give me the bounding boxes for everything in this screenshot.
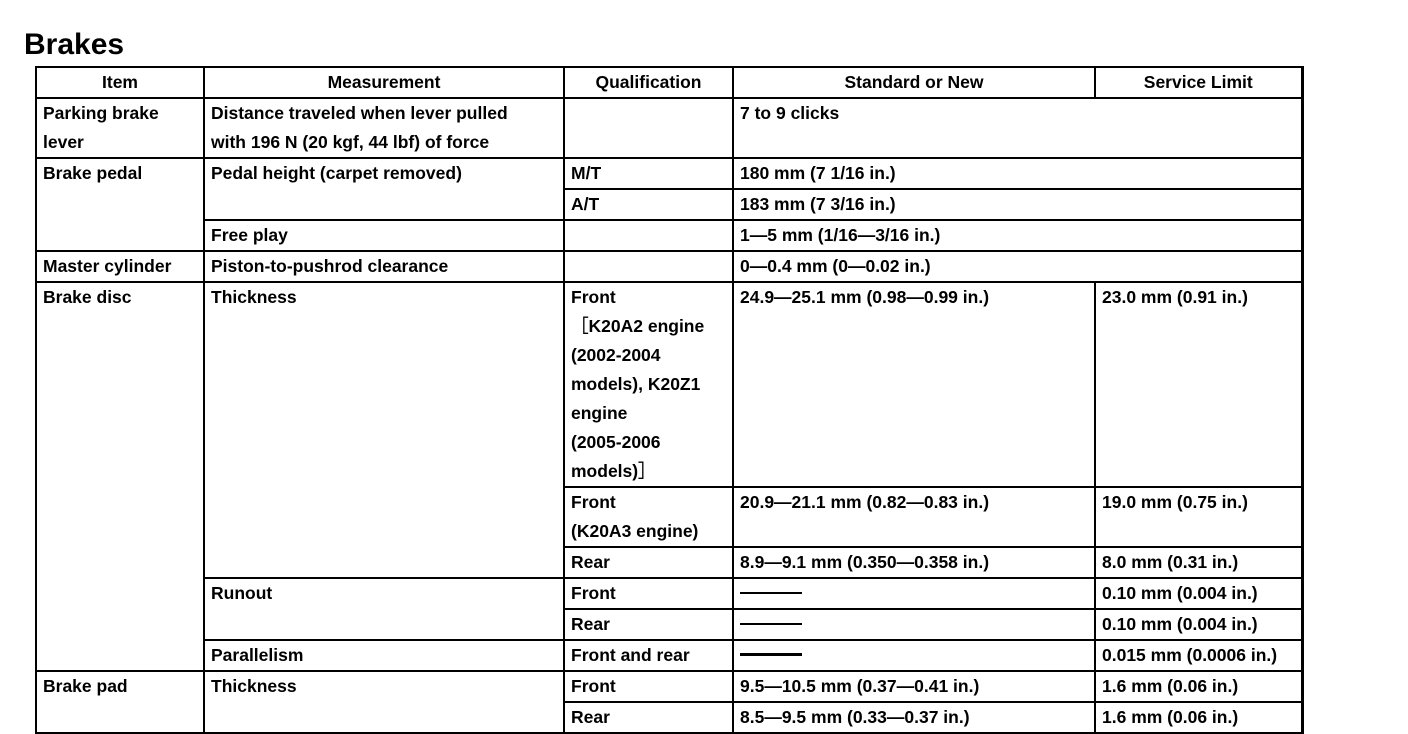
table-row	[36, 578, 1302, 609]
standard-piston-clearance: 0—0.4 mm (0—0.02 in.)	[733, 251, 1302, 282]
qualification-runout-rear: Rear	[564, 609, 733, 640]
standard-runout-front	[733, 578, 1095, 609]
qualification-empty	[564, 220, 733, 251]
header-item: Item	[36, 67, 204, 98]
item-master-cylinder: Master cylinder	[36, 251, 204, 282]
standard-front-k20a2: 24.9—25.1 mm (0.98—0.99 in.)	[733, 282, 1095, 487]
header-service-limit: Service Limit	[1095, 67, 1302, 98]
table-row	[36, 671, 1302, 702]
header-qualification: Qualification	[564, 67, 733, 98]
qualification-at: A/T	[564, 189, 733, 220]
qualification-empty	[564, 251, 733, 282]
standard-runout-rear	[733, 609, 1095, 640]
dash-line	[740, 592, 802, 594]
qualification-pad-rear: Rear	[564, 702, 733, 733]
qualification-runout-front: Front	[564, 578, 733, 609]
qualification-front-k20a2: Front ［K20A2 engine (2002-2004 models), K20Z1 engine (2005-2006 models)］	[564, 282, 733, 487]
table-header-row	[36, 67, 1302, 98]
qualification-mt: M/T	[564, 158, 733, 189]
qualification-rear: Rear	[564, 547, 733, 578]
standard-pad-rear: 8.5—9.5 mm (0.33—0.37 in.)	[733, 702, 1095, 733]
service-rear: 8.0 mm (0.31 in.)	[1095, 547, 1302, 578]
standard-rear: 8.9—9.1 mm (0.350—0.358 in.)	[733, 547, 1095, 578]
table-row	[36, 640, 1302, 671]
service-pad-rear: 1.6 mm (0.06 in.)	[1095, 702, 1302, 733]
measurement-pedal-height: Pedal height (carpet removed)	[204, 158, 564, 220]
item-brake-disc: Brake disc	[36, 282, 204, 671]
table-row	[36, 158, 1302, 189]
standard-mt: 180 mm (7 1/16 in.)	[733, 158, 1302, 189]
table-row	[36, 282, 1302, 487]
service-parallelism: 0.015 mm (0.0006 in.)	[1095, 640, 1302, 671]
measurement-parallelism: Parallelism	[204, 640, 564, 671]
measurement-runout: Runout	[204, 578, 564, 640]
service-pad-front: 1.6 mm (0.06 in.)	[1095, 671, 1302, 702]
standard-parallelism	[733, 640, 1095, 671]
measurement-pad-thickness: Thickness	[204, 671, 564, 733]
standard-parking: 7 to 9 clicks	[733, 98, 1302, 158]
table-row	[36, 220, 1302, 251]
service-runout-front: 0.10 mm (0.004 in.)	[1095, 578, 1302, 609]
brakes-spec-table	[35, 66, 1304, 734]
header-standard: Standard or New	[733, 67, 1095, 98]
table-row	[36, 251, 1302, 282]
qualification-pad-front: Front	[564, 671, 733, 702]
item-brake-pad: Brake pad	[36, 671, 204, 733]
service-front-k20a2: 23.0 mm (0.91 in.)	[1095, 282, 1302, 487]
measurement-lever-distance: Distance traveled when lever pulled with 196 N (20 kgf, 44 lbf) of force	[204, 98, 564, 158]
table-row	[36, 98, 1302, 158]
standard-pad-front: 9.5—10.5 mm (0.37—0.41 in.)	[733, 671, 1095, 702]
standard-free-play: 1—5 mm (1/16—3/16 in.)	[733, 220, 1302, 251]
service-runout-rear: 0.10 mm (0.004 in.)	[1095, 609, 1302, 640]
dash-line	[740, 653, 802, 656]
measurement-disc-thickness: Thickness	[204, 282, 564, 578]
dash-line	[740, 623, 802, 625]
qualification-front-k20a3: Front (K20A3 engine)	[564, 487, 733, 547]
page-title: Brakes	[24, 28, 125, 61]
measurement-piston-clearance: Piston-to-pushrod clearance	[204, 251, 564, 282]
service-front-k20a3: 19.0 mm (0.75 in.)	[1095, 487, 1302, 547]
item-parking-brake-lever: Parking brake lever	[36, 98, 204, 158]
item-brake-pedal: Brake pedal	[36, 158, 204, 251]
standard-front-k20a3: 20.9—21.1 mm (0.82—0.83 in.)	[733, 487, 1095, 547]
qualification-empty	[564, 98, 733, 158]
header-measurement: Measurement	[204, 67, 564, 98]
qualification-parallelism: Front and rear	[564, 640, 733, 671]
standard-at: 183 mm (7 3/16 in.)	[733, 189, 1302, 220]
measurement-free-play: Free play	[204, 220, 564, 251]
